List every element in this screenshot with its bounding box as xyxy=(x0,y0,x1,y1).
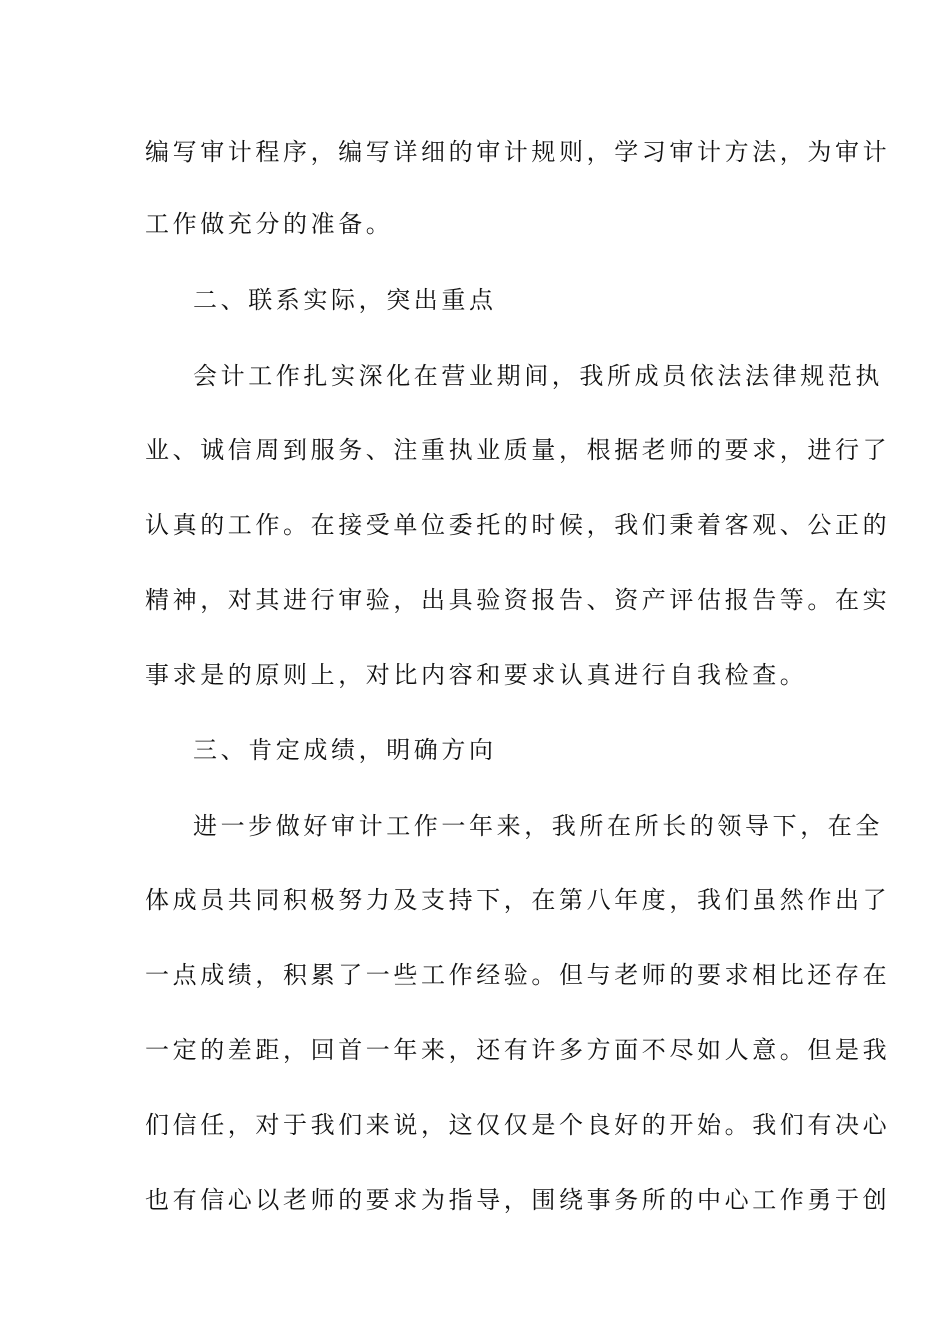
paragraph-line: 业、诚信周到服务、注重执业质量，根据老师的要求，进行了 xyxy=(145,436,891,464)
paragraph-line: 认真的工作。在接受单位委托的时候，我们秉着客观、公正的 xyxy=(145,511,891,539)
paragraph-line: 一点成绩，积累了一些工作经验。但与老师的要求相比还存在 xyxy=(145,961,891,989)
paragraph-line: 进一步做好审计工作一年来，我所在所长的领导下，在全 xyxy=(193,812,883,840)
paragraph-line: 一定的差距，回首一年来，还有许多方面不尽如人意。但是我 xyxy=(145,1036,891,1064)
paragraph-line: 编写审计程序，编写详细的审计规则，学习审计方法，为审计 xyxy=(145,138,891,166)
paragraph-line: 会计工作扎实深化在营业期间，我所成员依法法律规范执 xyxy=(193,362,883,390)
paragraph-line: 事求是的原则上，对比内容和要求认真进行自我检查。 xyxy=(145,661,808,689)
paragraph-line: 们信任，对于我们来说，这仅仅是个良好的开始。我们有决心 xyxy=(145,1111,891,1139)
section-heading: 三、肯定成绩，明确方向 xyxy=(193,736,497,764)
paragraph-line: 也有信心以老师的要求为指导，围绕事务所的中心工作勇于创 xyxy=(145,1186,891,1214)
paragraph-line: 工作做充分的准备。 xyxy=(145,210,394,238)
section-heading: 二、联系实际，突出重点 xyxy=(193,286,497,314)
paragraph-line: 精神，对其进行审验，出具验资报告、资产评估报告等。在实 xyxy=(145,586,891,614)
paragraph-line: 体成员共同积极努力及支持下，在第八年度，我们虽然作出了 xyxy=(145,886,891,914)
